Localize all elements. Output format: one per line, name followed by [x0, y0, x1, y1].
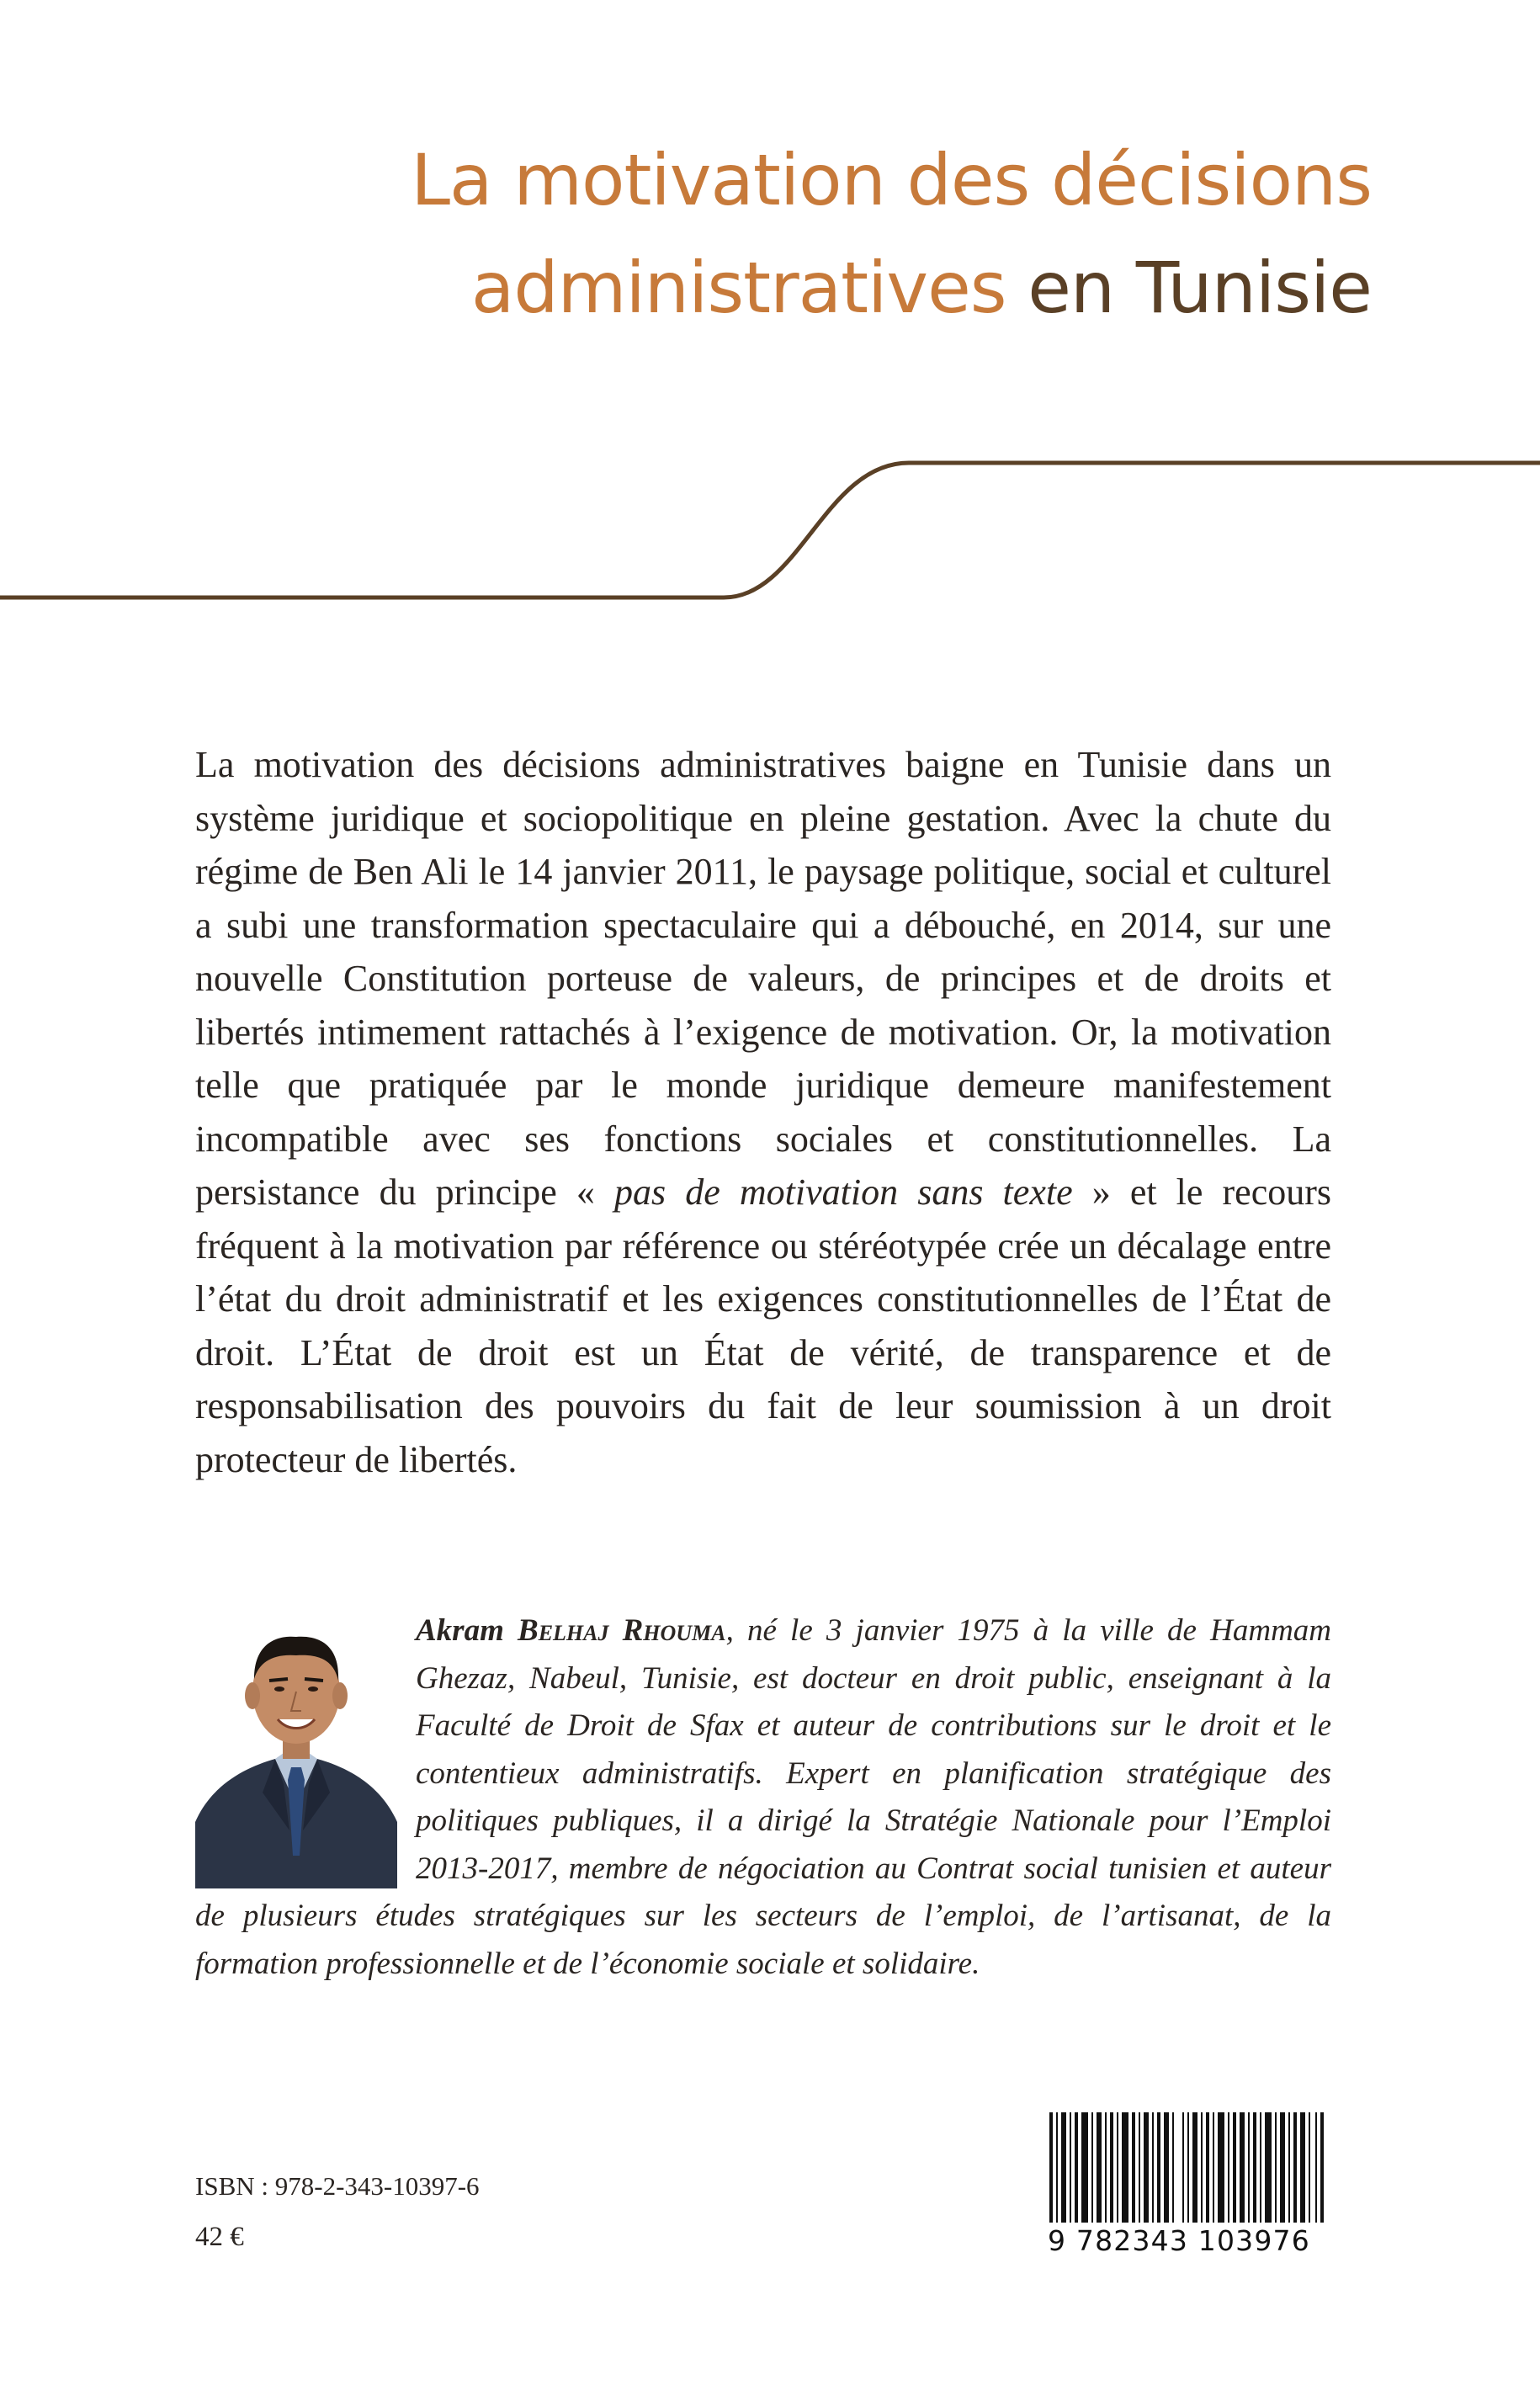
author-name: [416, 1613, 726, 1648]
author-biography: [195, 1607, 1331, 1988]
title-line-2-accent: administratives: [470, 247, 1006, 329]
wave-line: [0, 463, 1540, 598]
author-first-name: Akram: [416, 1613, 504, 1648]
author-bio-text: , né le 3 janvier 1975 à la ville de Hammam Ghezaz, Nabeul, Tunisie, est docteur en droit public, enseignant à la Faculté de Droit de Sfax et auteur de contributions sur le droit et le contentieux administratifs. Expert en planification stratégique des politiques publiques, il a dirigé la Stratégie Nationale pour l’Emploi 2013-2017, membre de négociation au Contrat social tunisien et auteur de plusieurs études stratégiques sur les secteurs de l’emploi, de l’artisanat, de la formation professionnelle et de l’économie sociale et solidaire.: [195, 1613, 1332, 1981]
summary-italic-quote: pas de motivation sans texte: [614, 1171, 1073, 1213]
isbn: ISBN : 978-2-343-10397-6: [195, 2171, 480, 2201]
decorative-wave-divider: [0, 446, 1540, 614]
barcode-digits: 9 782343 103976: [1048, 2223, 1334, 2260]
title-line-2-brown: en Tunisie: [1028, 247, 1372, 329]
author-last-name: Belhaj Rhouma: [518, 1613, 726, 1648]
title-line-1: La motivation des décisions: [411, 139, 1372, 221]
summary-text-2: » et le recours fréquent à la motivation par référence ou stéréotypée crée un décalage entre l’état du droit administratif et les exigences constitutionnelles de l’État de droit. L’État de droit est un État de vérité, de transparence et de responsabilisation des pouvoirs du fait de leur soumission à un droit protecteur de libertés.: [195, 1171, 1332, 1480]
summary-text-1: La motivation des décisions administratives baigne en Tunisie dans un système juridique et sociopolitique en pleine gestation. Avec la chute du régime de Ben Ali le 14 janvier 2011, le paysage politique, social et culturel a subi une transformation spectaculaire qui a débouché, en 2014, sur une nouvelle Constitution porteuse de valeurs, de principes et de droits et libertés intimement rattachés à l’exigence de motivation. Or, la motivation telle que pratiquée par le monde juridique demeure manifestement incompatible avec ses fonctions sociales et constitutionnelles. La persistance du principe «: [195, 744, 1331, 1213]
book-title: [411, 126, 1372, 342]
book-summary: [195, 738, 1331, 1486]
price: 42 €: [195, 2222, 244, 2252]
